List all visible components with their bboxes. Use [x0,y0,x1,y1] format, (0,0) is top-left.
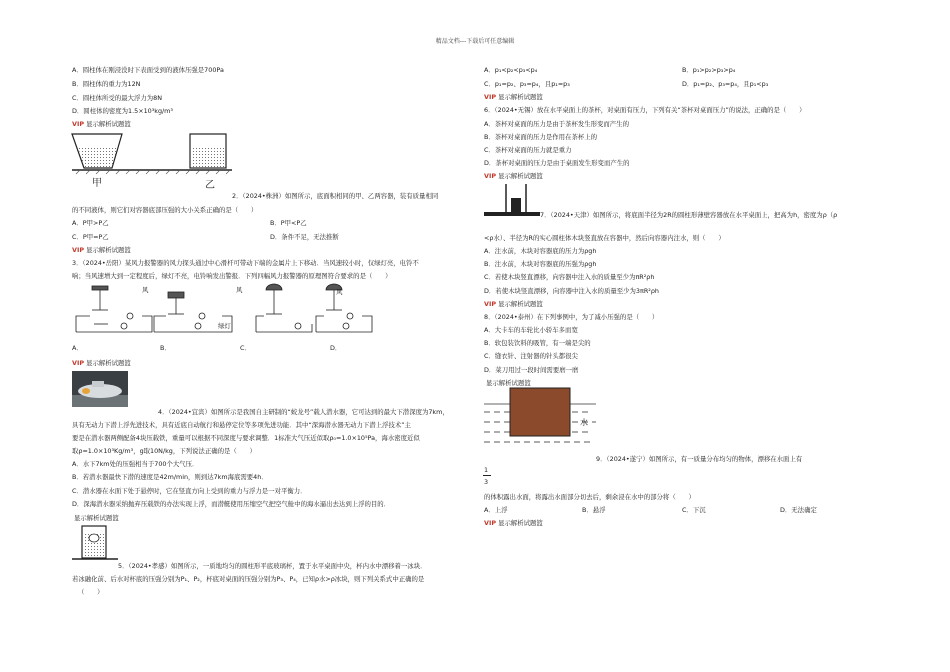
page-header: 精品文档---下载后可任意编辑 [435,38,515,45]
q5-glass-figure [72,524,118,564]
q1-view-analysis[interactable] [72,120,131,128]
vip-badge: VIP [484,300,497,308]
q3-wind-label: 风 [236,286,243,294]
q8-option-a: A．大卡车的车轮比小轿车多而宽 [484,326,578,334]
q2-label-yi: 乙 [205,180,215,191]
q6-option-b: B．茶杯对桌面的压力是作用在茶杯上的 [484,133,598,141]
q4-stem-4: 取ρ=1.0×10³Kg/m³，g取10N/kg，下列说法正确的是（ ） [72,447,256,455]
q9-option-d: D．无法确定 [780,506,817,514]
q5-stem-2: 若冰融化前、后水对杯底的压强分别为P₁、P₂，杯底对桌面的压强分别为P₃、P₄，已知ρ水>ρ冰块，则下列关系式中正确的是 [72,575,425,583]
view-analysis-link: 显示解析试题篮 [498,172,543,180]
q9-fraction-numerator: 1 [484,466,489,474]
q8-option-d: D．菜刀用过一段时间需要磨一磨 [484,366,579,374]
q9-option-b: B．悬浮 [582,506,606,514]
q2-view-analysis[interactable] [72,246,131,254]
q5-option-b: B．p₁>p₂>p₃>p₄ [682,66,736,74]
q4-submarine-photo [72,371,128,407]
vip-badge: VIP [484,172,497,180]
q3-wind-label: 风 [142,286,149,294]
q9-water-label: 水 [580,418,588,427]
q7-option-c: C．若使木块竖直漂移，向容器中注入水的质量至少为πR²ρh [484,273,655,281]
q7-option-d: D．若使木块竖直漂移，向容器中注入水的质量至少为3πR²ρh [484,287,659,295]
q5-stem-3: （ ） [78,588,104,596]
q3-green-light-label: 绿灯 [218,322,231,330]
q3-option-a: A． [72,344,83,352]
q4-view-analysis[interactable] [74,514,119,522]
view-analysis-link: 显示解析试题篮 [498,300,543,308]
q5-option-c: C．p₁=p₂、p₃=p₄，且p₁=p₃ [484,80,570,88]
q1-option-a: A．圆柱体在刚浸没时下表面受到的液体压强是700Pa [72,66,224,74]
q1-option-d: D．圆柱体的密度为1.5×10³kg/m³ [72,107,173,115]
vip-badge: VIP [484,519,497,527]
q7-view-analysis[interactable] [484,300,543,308]
q1-option-b: B．圆柱体的重力为12N [72,80,141,88]
vip-badge: VIP [72,246,85,254]
view-analysis-link: 显示解析试题篮 [74,514,119,522]
q9-option-c: C．下沉 [682,506,706,514]
q5-option-a: A．p₁<p₂<p₃<p₄ [484,66,538,74]
q9-view-analysis[interactable] [484,519,543,527]
q2-option-b: B．P甲<P乙 [270,219,307,227]
q7-option-a: A．注水前，木块对容器底的压力为ρgh [484,247,597,255]
q4-option-c: C．潜水器在水面下处于悬停时，它在竖直方向上受到的重力与浮力是一对平衡力． [72,487,307,495]
q5-stem-1: 5．（2024•孝感）如图所示，一质地均匀的圆柱形平底玻璃杯，置于水平桌面中央，杯内水中漂移着一冰块． [118,562,427,570]
q4-stem-1: 4．（2024•宜宾）如图所示是我国自主研制的“蛟龙号”载人潜水器，它可达到的最大下潜深度为7km， [158,408,449,416]
q2-stem-1: 2．（2024•株洲）如图所示，底面积相同的甲、乙两容器，装有质量相同 [232,192,439,200]
q9-fraction-bar [483,475,491,476]
q7-option-b: B．注水前，木块对容器底的压强为ρgh [484,260,597,268]
q3-option-d: D． [330,344,342,352]
q6-option-a: A．茶杯对桌面的压力是由于茶杯发生形变而产生的 [484,120,629,128]
q2-label-jia: 甲 [92,178,102,189]
q7-stem-1: 7．（2024•天津）如图所示，将底面半径为2R的圆柱形薄壁容器放在水平桌面上，把高为h，密度为ρ（ρ [540,211,838,219]
q7-container-figure [484,184,540,218]
liquid-yi [191,148,225,168]
q9-fraction-denominator: 3 [484,478,489,486]
q6-view-analysis[interactable] [484,172,543,180]
view-analysis-link: 显示解析试题篮 [498,519,543,527]
q7-stem-2: <ρ水）、半径为R的实心圆柱体木块竖直放在容器中，然后向容器内注水，则（ ） [484,234,725,242]
q8-option-c: C．缝衣针、注射器的针头都很尖 [484,352,578,360]
q6-stem: 6．（2024•无锡）放在水平桌面上的茶杯，对桌面有压力，下列有关“茶杯对桌面压力”的说法，正确的是（ ） [484,106,806,114]
q2-option-a: A．P甲>P乙 [72,219,109,227]
vip-badge: VIP [72,359,85,367]
q3-stem-2: 响；当风速增大到一定程度后，绿灯不亮，电铃响发出警报．下列四幅风力报警器的原理图符合要求的是（ ） [72,272,392,280]
liquid-jia [78,146,118,168]
q9-option-a: A．上浮 [484,506,508,514]
view-analysis-link: 显示解析试题篮 [486,379,531,387]
q3-circuit-figures [72,284,372,344]
q3-stem-1: 3．（2024•岳阳）某风力报警器的风力探头通过中心滑杆可带动下端的金属片上下移动．当风速较小时，仅绿灯亮，电铃不 [72,259,419,267]
q4-option-d: D．深海潜水器采纳抛弃压载铁的办法实现上浮，而潜艇使用压缩空气把空气舱中的海水逼出去达到上浮的目的． [72,500,391,508]
q4-stem-3: 要是在潜水器两侧配备4块压载铁，重量可以根据不同深度与要求调整．1标准大气压近似取ρ₀=1.0×10⁵Pa，海水密度近似 [72,434,420,442]
view-analysis-link: 显示解析试题篮 [86,359,131,367]
q2-option-d: D．条件不足，无法推断 [270,233,339,241]
q5-view-analysis[interactable] [484,93,543,101]
q3-option-c: C． [240,344,251,352]
q1-option-c: C．圆柱体所受的最大浮力为8N [72,94,162,102]
q5-option-d: D．p₁=p₂、p₃=p₄，且p₁<p₃ [682,80,769,88]
q3-view-analysis[interactable] [72,359,131,367]
view-analysis-link: 显示解析试题篮 [498,93,543,101]
q8-stem: 8．（2024•泰州）在下列事例中，为了减小压强的是（ ） [484,313,659,321]
q3-option-b: B． [160,344,171,352]
q4-stem-2: 具有无动力下潜上浮先进技术，具有近底自动航行和悬停定位等多项先进功能．其中“深海潜水器无动力下潜上浮技术”主 [72,421,411,429]
q2-stem-2: 的不同液体，则它们对容器底部压强的大小关系正确的是（ ） [72,206,258,214]
q2-option-c: C．P甲=P乙 [72,233,109,241]
q4-option-b: B．若潜水器最快下潜的速度是42m/min，则到达7km海底需要4h． [72,473,268,481]
q9-stem-1: 9．（2024•遂宁）如图所示，有一质量分布均匀的物体，漂移在水面上有 [596,455,803,463]
q8-view-analysis[interactable] [486,379,531,387]
vip-badge: VIP [72,120,85,128]
vip-badge: VIP [484,93,497,101]
q4-option-a: A．水下7km处的压强相当于700个大气压． [72,460,199,468]
q6-option-c: C．茶杯对桌面的压力就是重力 [484,146,572,154]
q8-option-b: B．软包装饮料的吸管，有一端是尖的 [484,339,591,347]
view-analysis-link: 显示解析试题篮 [86,246,131,254]
q9-stem-2: 的体积露出水面，将露出水面部分切去后，剩余浸在水中的部分将（ ） [484,493,695,501]
view-analysis-link: 显示解析试题篮 [86,120,131,128]
q3-wind-label: 风 [336,288,343,296]
q6-option-d: D．茶杯对桌面的压力是由于桌面发生形变而产生的 [484,159,630,167]
